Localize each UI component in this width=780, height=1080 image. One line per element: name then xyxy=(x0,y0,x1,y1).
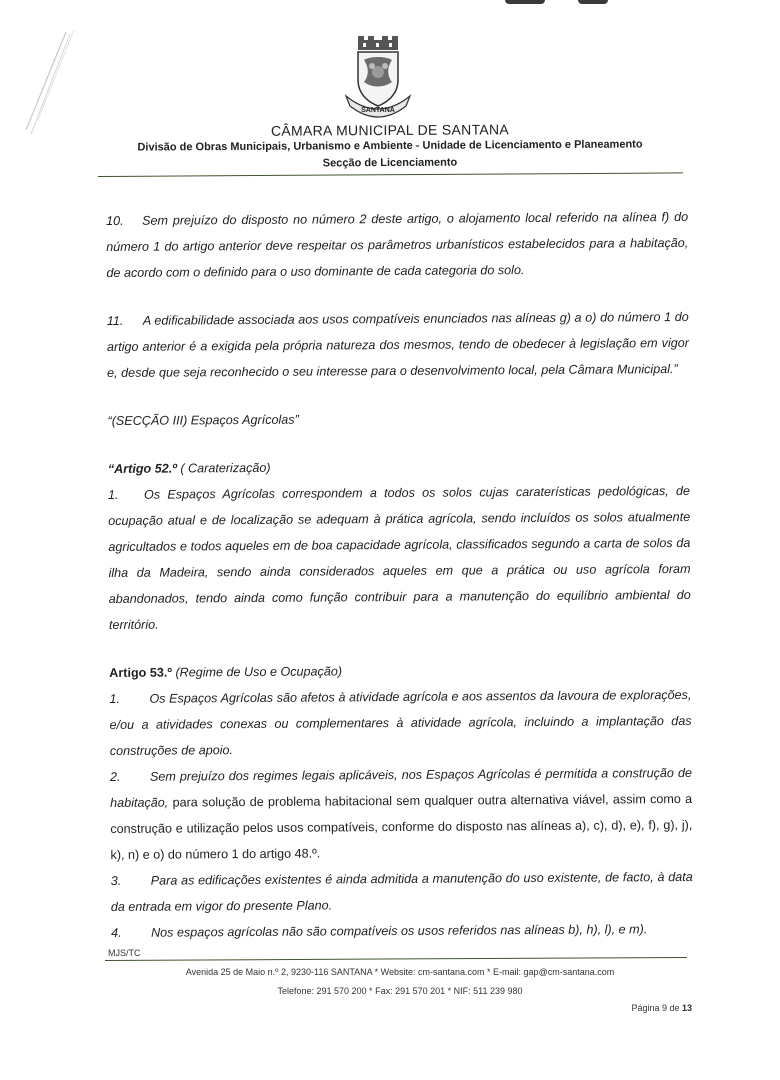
paragraph-text: Os Espaços Agrícolas correspondem a todos os solos cujas caraterísticas pedológicas, de ocupação atual e de localização se adequam à prática agrícola, sendo incluídos os solos atualmente agricultados e todos aqueles em de boa capacidade agrícola, classificados segundo a carta de solos da ilha da Madeira, sendo ainda considerados aqueles em que a prática ou uso agrícola foram abandonados, tendo ainda como função contribuir para a manutenção do equilíbrio ambiental do território. xyxy=(108,483,691,632)
paragraph-number: 11. xyxy=(106,313,124,328)
article-53-subtitle: (Regime de Uso e Ocupação) xyxy=(171,664,343,680)
article-53-paragraph-1 xyxy=(109,682,692,764)
article-53-paragraph-3 xyxy=(111,864,693,920)
page-number xyxy=(631,1003,692,1013)
article-53-paragraph-4 xyxy=(111,916,693,946)
footer-contacts: Telefone: 291 570 200 * Fax: 291 570 201 * NIF: 511 239 980 xyxy=(277,986,523,996)
paragraph-number: 4. xyxy=(111,925,122,940)
paragraph-text: para solução de problema habitacional sem qualquer outra alternativa viável, assim como a construção e utilização pelos usos compatíveis, conforme do disposto nas alíneas a), c), d), e), f), g), j), k), n) e o) do número 1 do artigo 48.º. xyxy=(110,791,693,862)
article-52-title: “Artigo 52.º xyxy=(107,461,177,476)
paragraph-text: A edificabilidade associada aos usos compatíveis enunciados nas alíneas g) a o) do número 1 do artigo anterior é a exigida pela própria natureza dos mesmos, tendo de obedecer à legislação em vigor e, desde que seja reconhecido o seu interesse para o desenvolvimento local, pela Câmara Municipal.” xyxy=(106,309,690,380)
article-52-subtitle: ( Caraterização) xyxy=(176,460,271,476)
author-code: MJS/TC xyxy=(108,948,141,958)
municipality-title: CÂMARA MUNICIPAL DE SANTANA xyxy=(270,121,510,139)
footer-divider xyxy=(105,957,687,961)
paragraph-text: Para as edificações existentes é ainda admitida a manutenção do uso existente, de facto, à data da entrada em vigor do presente Plano. xyxy=(110,869,693,914)
article-53-heading xyxy=(109,656,691,686)
document-body xyxy=(106,204,693,946)
paragraph-text: Os Espaços Agrícolas são afetos à atividade agrícola e aos assentos da lavoura de explorações, e/ou a atividades conexas ou complementares à atividade agrícola, incluindo a implantação das construções de apoio. xyxy=(109,687,692,758)
article-53-paragraph-2 xyxy=(110,760,693,868)
article-53-title: Artigo 53.º xyxy=(109,665,172,680)
paragraph-number: 1. xyxy=(109,691,120,706)
page-total: 13 xyxy=(681,1003,692,1013)
page-label: Página 9 de xyxy=(631,1003,682,1013)
municipal-crest-logo xyxy=(336,36,420,120)
scan-smudge xyxy=(578,0,608,4)
header-divider xyxy=(98,172,683,177)
paragraph-text: Sem prejuízo do disposto no número 2 deste artigo, o alojamento local referido na alínea f) do número 1 do artigo anterior deve respeitar os parâmetros urbanísticos estabelecidos para a habitação, de acordo com o definido para o uso dominante de cada categoria do solo. xyxy=(106,209,689,280)
scan-smudge xyxy=(505,0,545,4)
paragraph-number: 2. xyxy=(109,769,121,784)
paragraph-number: 1. xyxy=(107,487,119,502)
article-52-heading xyxy=(108,452,690,482)
footer-address: Avenida 25 de Maio n.º 2, 9230-116 SANTANA * Website: cm-santana.com * E-mail: gap@cm-santana.com xyxy=(185,967,615,977)
paragraph-number: 10. xyxy=(106,213,124,228)
paragraph-text-italic: Sem prejuízo dos regimes legais aplicáveis, nos Espaços Agrícolas é permitida a construção de habitação, xyxy=(110,765,693,810)
paragraph-11 xyxy=(107,304,690,386)
paragraph-10 xyxy=(106,204,689,286)
section-subtitle: Secção de Licenciamento xyxy=(322,156,458,170)
paragraph-number: 3. xyxy=(110,873,122,888)
article-52-paragraph-1 xyxy=(108,478,691,638)
division-subtitle: Divisão de Obras Municipais, Urbanismo e Ambiente - Unidade de Licenciamento e Planeamento xyxy=(137,138,643,154)
paragraph-text: Nos espaços agrícolas não são compatíveis os usos referidos nas alíneas b), h), l), e m). xyxy=(151,922,648,940)
crest-ribbon-text: SANTANA xyxy=(361,107,395,114)
section-heading: “(SECÇÃO III) Espaços Agrícolas” xyxy=(107,412,299,428)
